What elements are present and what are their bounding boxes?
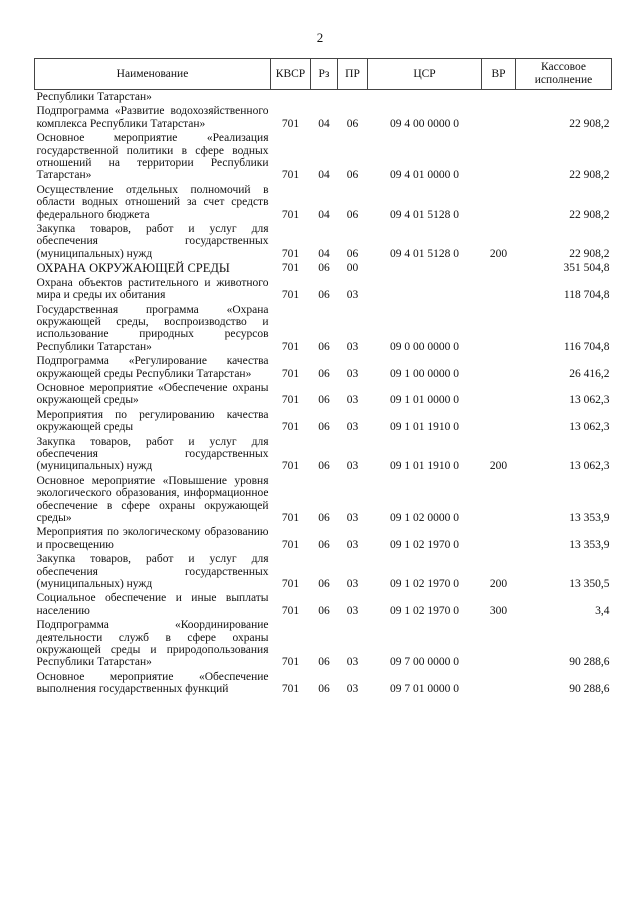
- row-pr: 03: [346, 460, 359, 473]
- row-name: Закупка товаров, работ и услуг для обеспечения государственных (муниципальных) нужд: [36, 553, 269, 591]
- row-name: Государственная программа «Охрана окружающей среды, воспроизводство и использование природных ресурсов Республики Татарстан»: [36, 303, 269, 353]
- row-vr: [482, 183, 516, 222]
- table-row: [35, 381, 612, 408]
- row-pr: 03: [346, 367, 359, 380]
- row-amount: 351 504,8: [563, 262, 610, 275]
- row-name: ОХРАНА ОКРУЖАЮЩЕЙ СРЕДЫ: [36, 261, 230, 276]
- row-pr: 03: [346, 512, 359, 524]
- row-amount: 116 704,8: [563, 340, 610, 353]
- row-amount: 13 350,5: [569, 578, 610, 591]
- page-number: 2: [316, 30, 324, 45]
- table-row: [35, 131, 612, 183]
- row-rz: 06: [318, 578, 330, 591]
- row-amount: 90 288,6: [569, 656, 610, 669]
- row-kvsr: 701: [281, 117, 300, 130]
- row-rz: 06: [318, 604, 330, 617]
- table-row: [35, 525, 612, 552]
- row-pr: 06: [346, 117, 359, 130]
- row-pr: 03: [346, 578, 359, 591]
- row-name: Мероприятия по экологическому образованию и просвещению: [36, 526, 269, 551]
- row-vr: [482, 525, 516, 552]
- row-amount: 118 704,8: [563, 289, 610, 302]
- table-row: [35, 618, 612, 670]
- col-header-amount: Кассовое исполнение: [516, 59, 612, 90]
- row-amount: 13 353,9: [569, 512, 610, 524]
- row-pr: 03: [346, 604, 359, 617]
- row-vr: [482, 354, 516, 381]
- row-name: Осуществление отдельных полномочий в области водных отношений за счет средств федерального бюджета: [36, 183, 269, 221]
- row-rz: 06: [318, 367, 330, 380]
- table-row: [35, 183, 612, 222]
- row-amount: 13 353,9: [569, 538, 610, 551]
- row-pr: 03: [346, 656, 359, 669]
- row-amount: 22 908,2: [569, 169, 610, 182]
- row-pr: 03: [346, 340, 359, 353]
- row-kvsr: 701: [281, 578, 300, 591]
- row-rz: 06: [318, 683, 330, 696]
- row-csr: [368, 261, 482, 275]
- row-rz: 04: [318, 247, 330, 260]
- row-kvsr: 701: [281, 367, 300, 380]
- row-name: Подпрограмма «Развитие водохозяйственного комплекса Республики Татарстан»: [36, 105, 269, 130]
- row-csr: 09 1 01 0000 0: [390, 394, 459, 407]
- row-rz: 04: [318, 208, 330, 221]
- col-header-pr: ПР: [338, 59, 368, 90]
- row-csr: 09 7 01 0000 0: [390, 683, 459, 696]
- col-header-csr: ЦСР: [368, 59, 482, 90]
- row-rz: 06: [318, 538, 330, 551]
- col-header-kvsr: КВСР: [271, 59, 311, 90]
- row-pr: 03: [346, 289, 359, 302]
- row-vr: [482, 261, 516, 275]
- row-pr: 03: [346, 394, 359, 407]
- row-pr: 06: [346, 208, 359, 221]
- row-rz: 04: [318, 117, 330, 130]
- row-kvsr: 701: [281, 421, 300, 434]
- row-name: Основное мероприятие «Обеспечение охраны окружающей среды»: [36, 381, 269, 407]
- row-amount: 13 062,3: [569, 421, 610, 434]
- row-rz: 06: [318, 421, 330, 434]
- row-vr: [482, 618, 516, 670]
- row-amount: 22 908,2: [569, 208, 610, 221]
- row-vr: [482, 381, 516, 408]
- table-row: [35, 435, 612, 474]
- table-row: [35, 90, 612, 105]
- table-row: [35, 276, 612, 303]
- col-header-vr: ВР: [482, 59, 516, 90]
- row-csr: 09 4 01 5128 0: [390, 208, 459, 221]
- row-vr: [482, 408, 516, 435]
- row-vr: [482, 474, 516, 526]
- row-kvsr: [271, 90, 311, 105]
- row-pr: 03: [346, 421, 359, 434]
- row-kvsr: 701: [281, 262, 300, 275]
- row-name: Республики Татарстан»: [36, 91, 152, 103]
- row-rz: 06: [318, 656, 330, 669]
- row-vr: [482, 131, 516, 183]
- row-name: Подпрограмма «Координирование деятельности служб в сфере охраны окружающей среды и природопользования Республики Татарстан»: [36, 619, 269, 669]
- table-row: [35, 670, 612, 697]
- row-vr: [482, 90, 516, 105]
- row-vr: [482, 104, 516, 131]
- row-csr: 09 1 01 1910 0: [390, 421, 459, 434]
- row-amount: 13 062,3: [569, 460, 610, 473]
- row-csr: [368, 276, 482, 303]
- row-name: Закупка товаров, работ и услуг для обеспечения государственных (муниципальных) нужд: [36, 435, 269, 473]
- col-header-rz: Рз: [311, 59, 338, 90]
- row-kvsr: 701: [281, 512, 300, 524]
- table-row: [35, 222, 612, 261]
- row-name: Мероприятия по регулированию качества окружающей среды: [36, 408, 269, 434]
- table-row: [35, 474, 612, 526]
- row-csr: 09 7 00 0000 0: [390, 656, 459, 669]
- row-csr: 09 1 02 1970 0: [390, 604, 459, 617]
- table-header-row: [35, 59, 612, 90]
- row-csr: 09 4 01 0000 0: [390, 169, 459, 182]
- table-row: [35, 552, 612, 591]
- budget-table: [34, 58, 612, 697]
- row-pr: 06: [346, 169, 359, 182]
- row-csr: 09 4 00 0000 0: [390, 117, 459, 130]
- row-csr: 09 1 01 1910 0: [390, 460, 459, 473]
- row-amount: 22 908,2: [569, 117, 610, 130]
- table-row: [35, 303, 612, 355]
- row-vr: [482, 303, 516, 355]
- row-name: Основное мероприятие «Обеспечение выполнения государственных функций: [36, 670, 269, 696]
- row-amount: [516, 90, 612, 105]
- row-vr: [482, 276, 516, 303]
- row-pr: 03: [346, 683, 359, 696]
- row-name: Подпрограмма «Регулирование качества окружающей среды Республики Татарстан»: [36, 355, 269, 380]
- row-kvsr: 701: [281, 604, 300, 617]
- table-row: [35, 261, 612, 275]
- row-rz: 06: [318, 394, 330, 407]
- row-kvsr: 701: [281, 460, 300, 473]
- row-amount: 13 062,3: [569, 394, 610, 407]
- table-body: [35, 90, 612, 697]
- row-vr: [482, 670, 516, 697]
- row-name: Закупка товаров, работ и услуг для обеспечения государственных (муниципальных) нужд: [36, 223, 269, 260]
- row-vr: 300: [489, 604, 508, 617]
- row-amount: 90 288,6: [569, 683, 610, 696]
- row-kvsr: 701: [281, 683, 300, 696]
- row-kvsr: 701: [281, 394, 300, 407]
- row-pr: 06: [346, 247, 359, 260]
- row-rz: 06: [318, 289, 330, 302]
- row-csr: 09 0 00 0000 0: [390, 340, 459, 353]
- row-vr: 200: [489, 460, 508, 473]
- row-kvsr: 701: [281, 538, 300, 551]
- row-csr: 09 4 01 5128 0: [390, 247, 459, 260]
- row-kvsr: 701: [281, 247, 300, 260]
- row-rz: 06: [318, 460, 330, 473]
- row-kvsr: 701: [281, 169, 300, 182]
- row-name: Социальное обеспечение и иные выплаты населению: [36, 592, 269, 617]
- row-pr: 00: [346, 262, 359, 275]
- table-row: [35, 408, 612, 435]
- row-vr: 200: [489, 578, 508, 591]
- row-csr: 09 1 02 1970 0: [390, 578, 459, 591]
- row-amount: 3,4: [595, 604, 610, 617]
- row-name: Основное мероприятие «Реализация государственной политики в сфере водных отношений на территории Республики Татарстан»: [36, 132, 269, 182]
- row-amount: 26 416,2: [569, 367, 610, 380]
- row-rz: 06: [318, 512, 330, 524]
- table-row: [35, 104, 612, 131]
- row-amount: 22 908,2: [569, 247, 610, 260]
- row-rz: 04: [318, 169, 330, 182]
- row-csr: [368, 90, 482, 105]
- row-csr: 09 1 02 1970 0: [390, 538, 459, 551]
- row-kvsr: 701: [281, 289, 300, 302]
- row-kvsr: 701: [281, 208, 300, 221]
- row-rz: 06: [318, 262, 330, 275]
- row-csr: 09 1 02 0000 0: [390, 512, 459, 524]
- col-header-name: Наименование: [35, 59, 271, 90]
- row-rz: [311, 90, 338, 105]
- row-vr: 200: [489, 247, 508, 260]
- row-kvsr: 701: [281, 340, 300, 353]
- row-pr: [338, 90, 368, 105]
- row-pr: 03: [346, 538, 359, 551]
- row-name: Охрана объектов растительного и животного мира и среды их обитания: [36, 276, 269, 302]
- row-name: Основное мероприятие «Повышение уровня экологического образования, информационное обеспечение в сфере охраны окружающей среды»: [36, 474, 269, 524]
- row-kvsr: 701: [281, 656, 300, 669]
- table-row: [35, 354, 612, 381]
- row-rz: 06: [318, 340, 330, 353]
- table-row: [35, 591, 612, 618]
- row-csr: 09 1 00 0000 0: [390, 367, 459, 380]
